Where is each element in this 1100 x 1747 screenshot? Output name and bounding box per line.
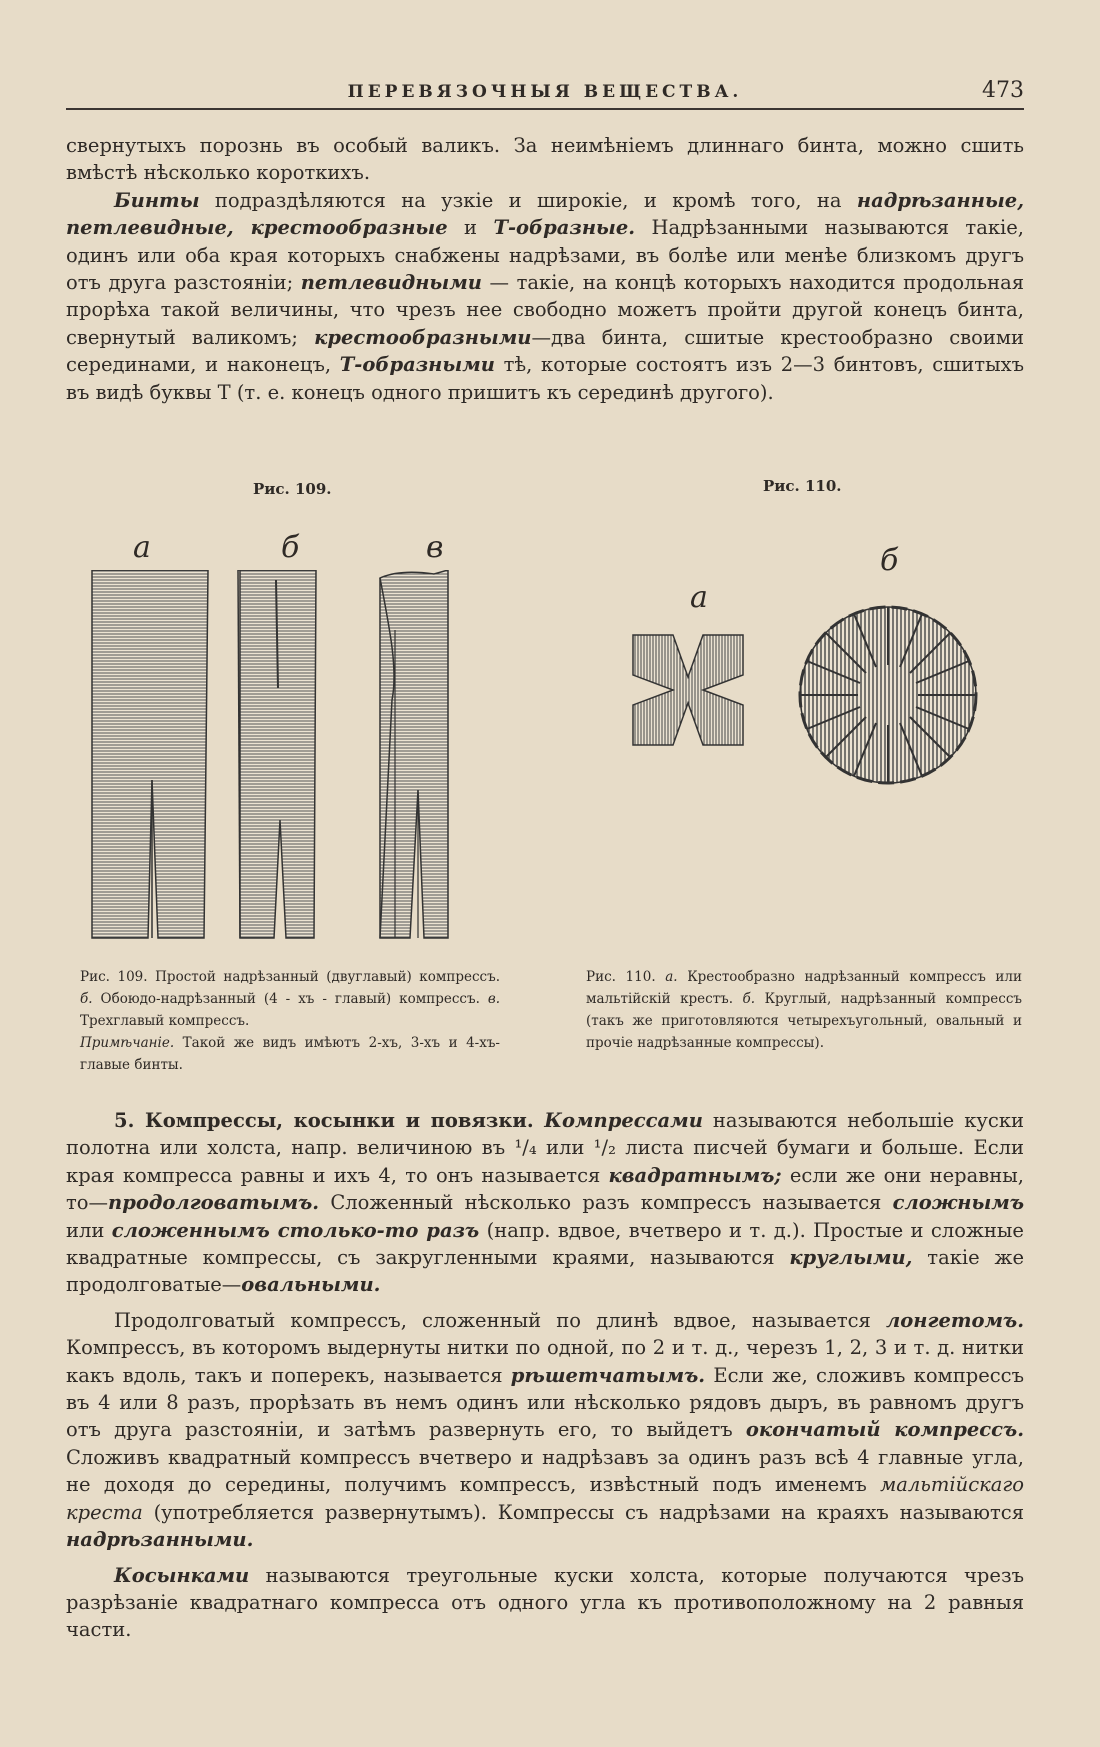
text-run: или xyxy=(66,1218,112,1242)
paragraph-continuation: свернутыхъ порознь въ особый валикъ. За неимѣніемъ длиннаго бинта, можно сшить вмѣстѣ нѣсколько короткихъ. xyxy=(66,134,1024,185)
fig109-letter-a: а xyxy=(133,530,151,565)
text-run: Сложивъ квадратный компрессъ вчетверо и надрѣзавъ за одинъ разъ всѣ 4 главные угла, не доходя до середины, получимъ компрессъ, извѣстный подъ именемъ xyxy=(66,1445,1024,1497)
caption-number: Рис. 109. xyxy=(80,969,148,985)
term-tshaped: Т-образные. xyxy=(493,216,636,240)
text-run: лонгетомъ. xyxy=(885,1308,1024,1332)
text-run: квадратнымъ; xyxy=(608,1163,782,1187)
running-head xyxy=(66,78,1024,110)
fig110-label: Рис. 110. xyxy=(763,477,842,495)
fig110-letter-b: б xyxy=(880,543,899,578)
text-run: (употребляется развернутымъ). Компрессы съ надрѣзами на краяхъ называются xyxy=(142,1500,1024,1524)
paragraph-bandages xyxy=(66,187,1024,406)
text-run: Простой надрѣзанный (двуглавый) компрессъ. xyxy=(147,969,500,985)
paragraph-kerchiefs xyxy=(66,1562,1024,1644)
text-run: сложеннымъ столько-то разъ xyxy=(111,1218,480,1242)
text-run: подраздѣляются на узкіе и широкіе, и кромѣ того, на xyxy=(199,188,857,212)
text-run: Сложенный нѣсколько разъ компрессъ называется xyxy=(319,1191,893,1215)
text-run: Крестообразно надрѣзанный компрессъ или мальтійскій крестъ. xyxy=(586,969,1022,1007)
term-tshaped2: Т-образными xyxy=(339,353,495,377)
text-run: Круглый, надрѣзанный компрессъ (такъ же приготовляются четырехъугольный, овальный и прочіе надрѣзанные компрессы). xyxy=(586,991,1022,1051)
text-run: —два бинта, сшитые крестообразно своими серединами, и наконецъ, xyxy=(66,325,1024,377)
text-run: продолговатымъ. xyxy=(108,1191,320,1215)
text-run: в. xyxy=(487,991,500,1007)
text-run: окончатый компрессъ. xyxy=(745,1418,1024,1442)
text-run: б. xyxy=(742,991,756,1007)
text-run: надрѣзанными. xyxy=(66,1528,254,1552)
text-run: а. xyxy=(655,969,678,985)
text-block-top xyxy=(66,132,1024,406)
fig110-illustration xyxy=(625,585,1045,815)
text-run: называются небольшіе куски полотна или холста, напр. величиною въ ¹/₄ или ¹/₂ листа писчей бумаги и больше. Если края компресса равны и ихъ 4, то онъ называется xyxy=(66,1109,1024,1187)
section-heading: 5. Компрессы, косынки и повязки. xyxy=(114,1109,534,1132)
fig109-label: Рис. 109. xyxy=(253,480,332,498)
text-run: Если же, сложивъ компрессъ въ 4 или 8 разъ, прорѣзать въ немъ одинъ или нѣсколько рядовъ дыръ, въ равномъ другъ отъ друга разстояніи, и затѣмъ развернуть его, то выйдетъ xyxy=(66,1363,1024,1442)
term-kerchiefs: Косынками xyxy=(114,1563,250,1587)
text-run: мальтійскаго креста xyxy=(66,1473,1024,1524)
paragraph-longuette xyxy=(66,1307,1024,1554)
text-run: Трехглавый компрессъ. xyxy=(80,1013,250,1029)
running-title: ПЕРЕВЯЗОЧНЫЯ ВЕЩЕСТВА. xyxy=(347,82,743,102)
text-run: называются треугольные куски холста, которые получаются чрезъ разрѣзаніе квадратнаго компресса отъ одного угла къ противоположному на 2 равныя части. xyxy=(66,1563,1024,1642)
text-run: такіе же продолговатые— xyxy=(66,1246,1024,1297)
text-run: (напр. вдвое, вчетверо и т. д.). Простые и сложные квадратные компрессы, съ закругленными краями, называются xyxy=(66,1218,1024,1270)
fig109-letter-v: в xyxy=(426,530,444,565)
caption-number: Рис. 110. xyxy=(586,969,656,985)
text-run: Обоюдо-надрѣзанный (4 - хъ - главый) компрессъ. xyxy=(92,991,488,1007)
fig109-letter-b: б xyxy=(281,530,300,565)
page-number: 473 xyxy=(982,78,1024,103)
text-run: овальными. xyxy=(241,1273,381,1297)
text-run: если же они неравны, то— xyxy=(66,1163,1024,1215)
text-run: б. xyxy=(80,991,93,1007)
fig110-caption xyxy=(586,966,1022,1054)
paragraph-compresses xyxy=(66,1107,1024,1299)
text-block-section5 xyxy=(66,1107,1024,1644)
text-run: Продолговатый компрессъ, сложенный по длинѣ вдвое, называется xyxy=(114,1308,886,1332)
fig109-caption xyxy=(80,966,500,1076)
text-run: — такіе, на концѣ которыхъ находится продольная прорѣха такой величины, что чрезъ нее свободно можетъ пройти другой конецъ бинта, свернутый валикомъ; xyxy=(66,271,1024,349)
text-run: Такой же видъ имѣютъ 2-хъ, 3-хъ и 4-хъ-главые бинты. xyxy=(80,1035,500,1073)
text-run: сложнымъ xyxy=(892,1191,1024,1215)
fig110-letter-a: а xyxy=(690,580,708,615)
text-run: Компрессъ, въ которомъ выдернуты нитки по одной, по 2 и т. д., черезъ 1, 2, 3 и т. д. нитки какъ вдоль, такъ и поперекъ, называется xyxy=(66,1336,1024,1387)
caption-note-label: Примѣчаніе. xyxy=(80,1035,175,1051)
text-run: Надрѣзанными называются такіе, одинъ или оба края которыхъ снабжены надрѣзами, въ болѣе или менѣе близкомъ другъ отъ друга разстояніи; xyxy=(66,216,1024,295)
term-loop: петлевидными xyxy=(300,271,482,295)
text-run: тѣ, которые состоятъ изъ 2—3 бинтовъ, сшитыхъ въ видѣ буквы Т (т. е. конецъ одного пришитъ къ серединѣ другого). xyxy=(66,353,1025,404)
term-kinds: надрѣзанные, петлевидные, крестообразные xyxy=(66,188,1024,240)
term-bandages: Бинты xyxy=(114,188,200,212)
term-cross: крестообразными xyxy=(314,325,532,349)
term-compresses: Компрессами xyxy=(533,1109,703,1132)
fig109-illustration xyxy=(80,570,500,940)
text-run: и xyxy=(447,216,494,240)
text-run: круглыми, xyxy=(789,1246,913,1270)
text-run: рѣшетчатымъ. xyxy=(510,1363,706,1387)
